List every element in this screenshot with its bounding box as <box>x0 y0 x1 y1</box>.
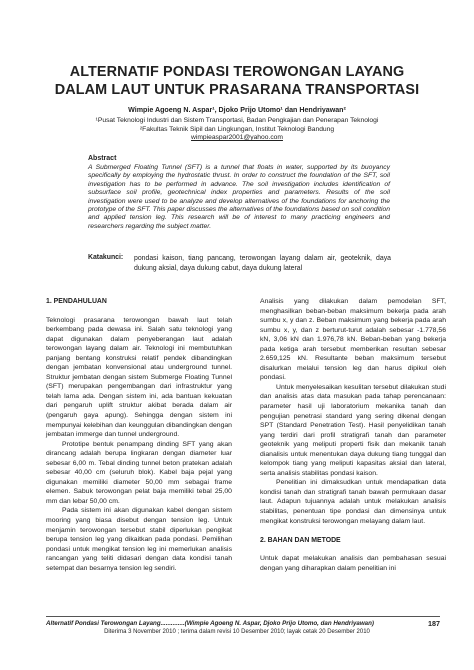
paragraph: Penelitian ini dimaksudkan untuk mendapatkan data kondisi tanah dan stratigrafi tanah bawah permukaan dasar laut. Adapun tujuannya adalah untuk melakukan analisis stabilitas, penentuan tipe pondasi dan dimensinya untuk mengikat konstruksi terowongan melayang dalam laut. <box>260 479 446 525</box>
paragraph: Untuk dapat melakukan analisis dan pembahasan sesuai dengan yang diharapkan dalam penelitian ini <box>260 555 446 572</box>
publication-dates: Diterima 3 November 2010 ; terima dalam revisi 10 Desember 2010; layak cetak 20 Desember 2010 <box>104 629 370 635</box>
paragraph: Teknologi prasarana terowongan bawah laut telah berkembang pada dewasa ini. Salah satu teknologi yang dapat digunakan dalam penyeberangan laut adalah terowongan layang dalam air. Teknologi ini membutuhkan panjang bentang konstruksi relatif pendek dibandingkan dengan jembatan konvensional atau underground tunnel. Struktur jembatan dengan sistem Submerge Floating Tunnel (SFT) merupakan pengembangan dari infrastruktur yang telah lama ada. Dengan sistem ini, ada bantuan kekuatan dari pengaruh uplift struktur akibat berada dalam air (pengaruh gaya apung). Sehingga dengan sistem ini mempunyai kelebihan dan keunggulan dibandingkan dengan jembatan immerge dan tunnel underground. <box>46 316 232 439</box>
paragraph: Pada sistem ini akan digunakan kabel dengan sistem mooring yang biasa disebut dengan tension leg. Untuk menjamin terowongan tersebut stabil diperlukan pengikat berupa tension leg yang dikaitkan pada pondasi. Pemilihan pondasi untuk mengikat tension leg ini memerlukan analisis rancangan yang teliti didasari dengan data kondisi tanah setempat dan besarnya tension leg sendiri. <box>46 507 232 572</box>
abstract-heading: Abstract <box>88 155 117 162</box>
paragraph: Prototipe bentuk penampang dinding SFT yang akan dirancang adalah berupa lingkaran dengan diameter luar sebesar 6,00 m. Tebal dinding tunnel beton pratekan adalah sebesar 40,00 cm (seluruh blok). Kabel baja pejal yang digunakan memiliki diameter 50,00 mm sebagai frame elemen. Sabuk terowongan pelat baja memiliki tebal 25,00 mm dan lebar 50,00 cm. <box>46 440 232 505</box>
keywords-text: pondasi kaison, tiang pancang, terowongan layang dalam air, geoteknik, daya dukung aksial, daya dukung cabut, daya dukung lateral <box>134 255 391 272</box>
affiliation-2: ²Fakultas Teknik Sipil dan Lingkungan, Institut Teknologi Bandung <box>139 125 335 133</box>
affiliations <box>0 117 474 143</box>
abstract-text: A Submerged Floating Tunnel (SFT) is a tunnel that floats in water, supported by its buoyancy specifically by employing the hydrostatic thrust. In order to construct the foundation of the SFT, soil investigation has to be performed in advance. The soil investigation includes identification of subsurface soil profile, geotechnical index properties and parameters. Results of the soil investigation were used to be analyze and develop alternatives of the foundations for anchoring the prototype of the SFT. This paper discusses the alternatives of the foundations based on soil condition and applied tension leg. This research will be of interest to many practicing engineers and researchers regarding the subject matter. <box>88 164 390 230</box>
section-heading-introduction: 1. PENDAHULUAN <box>46 298 107 305</box>
affiliation-1: ¹Pusat Teknologi Industri dan Sistem Transportasi, Badan Pengkajian dan Penerapan Teknologi <box>95 117 379 124</box>
footer-citation: Alternatif Pondasi Terowongan Layang..............(Wimpie Agoeng N. Aspar, Djoko Prijo Utomo, dan Hendriyawan) <box>46 620 374 627</box>
footer-divider <box>46 616 440 617</box>
paragraph: Analisis yang dilakukan dalam pemodelan SFT, menghasilkan beban-beban maksimum bekerja pada arah sumbu x, y dan z. Beban maksimum yang bekerja pada arah sumbu x, y, dan z berturut-turut adalah sebesar -1.778,56 kN, 3,06 kN dan 1.976,78 kN. Beban-beban yang bekerja pada ketiga arah tersebut memberikan resultan sebesar 2.659,125 kN. Resultante beban maksimum tersebut disalurkan melalui tension leg dan harus dipikul oleh pondasi. <box>260 298 446 382</box>
author-list: Wimpie Agoeng N. Aspar¹, Djoko Prijo Utomo¹ dan Hendriyawan² <box>128 106 346 114</box>
author-email[interactable]: wimpieaspar2001@yahoo.com <box>191 134 283 142</box>
paper-title <box>0 63 474 99</box>
title-line-2: DALAM LAUT UNTUK PRASARANA TRANSPORTASI <box>54 82 420 98</box>
left-column <box>46 297 232 573</box>
right-column <box>260 297 446 573</box>
paragraph: Untuk menyelesaikan kesulitan tersebut dilakukan studi dan analisis atas data masukan pada tahap perencanaan: parameter hasil uji laboratorium mekanika tanah dan pengujian penetrasi standard yang sering dikenal dengan SPT (Standard Penetration Test). Hasil penyelidikan tanah yang terdiri dari profil stratigrafi tanah dan parameter geoteknik yang meliputi properti fisik dan mekanik tanah dianalisis untuk menentukan daya dukung tiang tunggal dan kelompok tiang yang meliputi kapasitas aksial dan lateral, serta analisis stabilitas pondasi kaison. <box>260 383 446 477</box>
page-number: 187 <box>428 619 440 628</box>
abstract-body <box>88 164 390 231</box>
title-line-1: ALTERNATIF PONDASI TEROWONGAN LAYANG <box>69 64 405 80</box>
keywords-label: Katakunci: <box>88 254 124 261</box>
section-heading-methods: 2. BAHAN DAN METODE <box>260 536 341 544</box>
